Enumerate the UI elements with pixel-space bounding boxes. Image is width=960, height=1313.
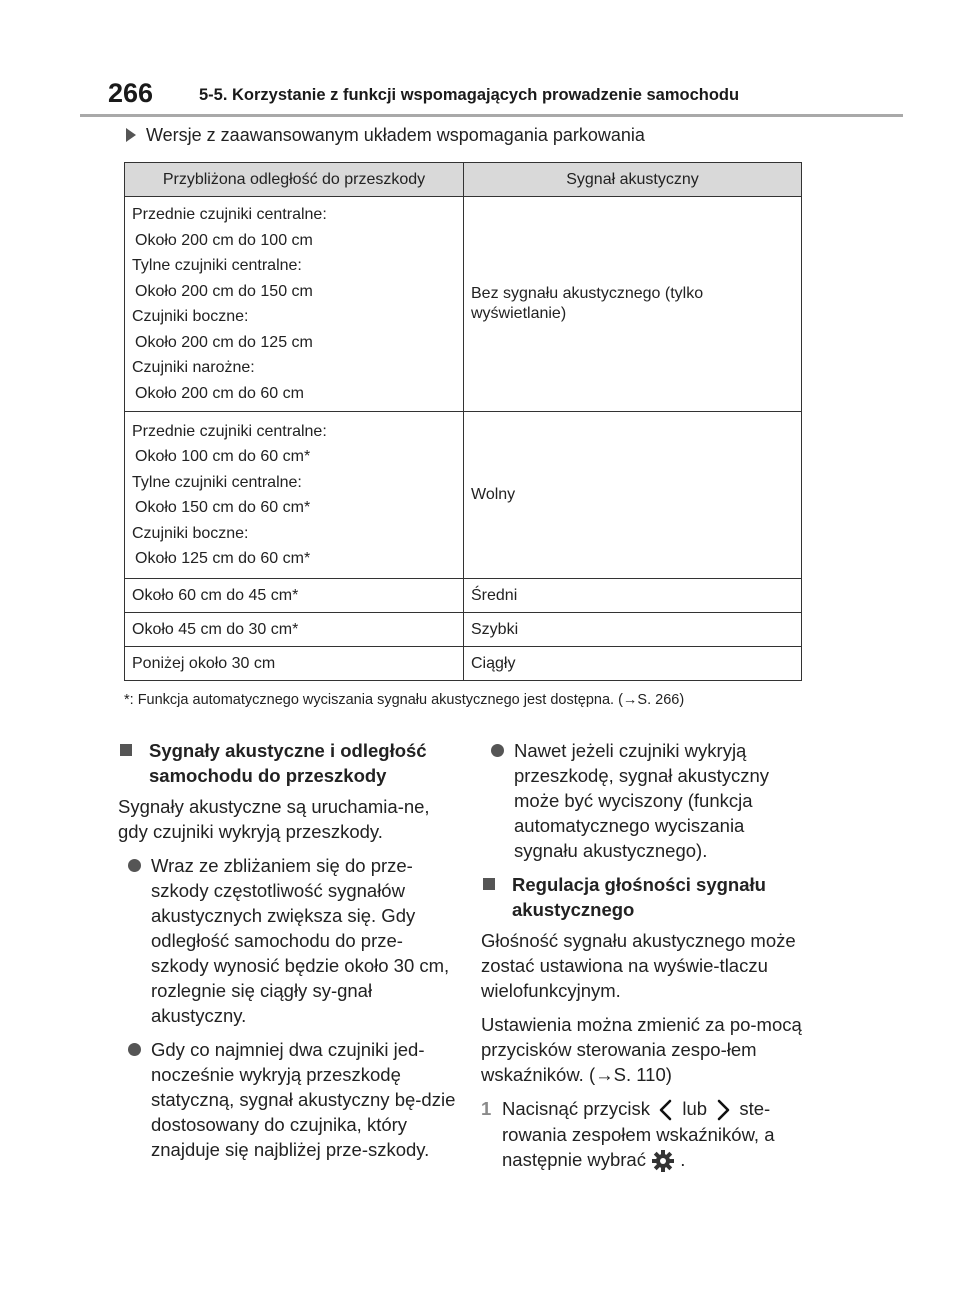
column-header-distance: Przybliżona odległość do przeszkody [125,163,464,197]
chevron-right-icon [712,1098,734,1122]
table-footnote: *: Funkcja automatycznego wyciszania sygnału akustycznego jest dostępna. (→S. 266) [124,692,685,708]
distance-range: Około 200 cm do 60 cm [135,384,304,402]
right-column [481,738,811,1173]
subheading-text: Wersje z zaawansowanym układem wspomagania parkowania [146,125,645,145]
step-text: ste-rowania zespołem wskaźników, a następnie wybrać [502,1098,775,1171]
distance-range: Około 200 cm do 150 cm [135,282,313,300]
sensor-label: Przednie czujniki centralne: [132,422,327,440]
bullet-item [118,853,458,1028]
bullet-text: Nawet jeżeli czujniki wykryją przeszkodę, sygnał akustyczny może być wyciszony (funkcja automatycznego wyciszania sygnału akustycznego). [514,740,770,861]
bullet-text: Wraz ze zbliżaniem się do prze-szkody częstotliwość sygnałów akustycznych zwiększa się. Gdy odległość samochodu do prze-szkody wynosić będzie około 30 cm, rozlegnie się ciągły sy-gnał akustyczny. [151,855,450,1026]
distance-cell: Około 60 cm do 45 cm* [125,579,464,613]
page-number: 266 [108,78,154,108]
distance-cell: Poniżej około 30 cm [125,647,464,681]
paragraph: Ustawienia można zmienić za po-mocą przycisków sterowania zespo-łem wskaźników. (→S. 110) [481,1014,802,1085]
subheading [126,125,645,146]
table-header-row [125,163,802,197]
distance-range: Około 200 cm do 125 cm [135,333,313,351]
section-heading [481,872,811,922]
distance-range: Około 200 cm do 100 cm [135,231,313,249]
section-title: 5-5. Korzystanie z funkcji wspomagających prowadzenie samochodu [199,86,740,104]
bullet-item [481,738,811,863]
step-number: 1 [481,1098,492,1119]
signal-cell: Ciągły [464,647,802,681]
sensor-label: Czujniki boczne: [132,308,249,325]
distance-cell [125,412,464,579]
section-heading-text: Sygnały akustyczne i odległość samochodu do przeszkody [149,740,427,786]
round-bullet-icon [491,744,504,757]
column-header-signal: Sygnał akustyczny [464,163,802,197]
page-header [80,78,903,114]
gear-icon [651,1149,675,1173]
signal-cell: Szybki [464,613,802,647]
signal-cell [464,197,802,412]
round-bullet-icon [128,1043,141,1056]
sensor-label: Przednie czujniki centralne: [132,206,327,223]
section-heading-text: Regulacja głośności sygnału akustycznego [512,874,766,920]
table-row [125,647,802,681]
signal-cell: Średni [464,579,802,613]
triangle-bullet-icon [126,128,136,142]
chevron-left-icon [655,1098,677,1122]
table-row [125,579,802,613]
step-text: Nacisnąć przycisk [502,1098,651,1119]
step-item [481,1096,811,1173]
square-bullet-icon [120,744,132,756]
signal-text: Bez sygnału akustycznego (tylko [471,285,704,302]
square-bullet-icon [483,878,495,890]
sensor-label: Czujniki narożne: [132,359,255,376]
paragraph: Sygnały akustyczne są uruchamia-ne, gdy czujniki wykryją przeszkody. [118,796,430,842]
round-bullet-icon [128,859,141,872]
distance-range: Około 100 cm do 60 cm* [135,448,311,465]
table-row [125,197,802,412]
table-row [125,412,802,579]
sensor-label: Tylne czujniki centralne: [132,257,302,274]
paragraph: Głośność sygnału akustycznego może zostać ustawiona na wyświe-tlaczu wielofunkcyjnym. [481,930,796,1001]
step-text: lub [682,1098,708,1119]
distance-range: Około 150 cm do 60 cm* [135,499,311,516]
header-rule [80,114,903,117]
distance-signal-table [124,162,802,681]
distance-cell [125,197,464,412]
signal-text: wyświetlanie) [471,305,567,322]
bullet-item [118,1037,458,1162]
distance-range: Około 125 cm do 60 cm* [135,550,311,567]
step-text: . [680,1149,686,1171]
signal-cell: Wolny [464,412,802,579]
bullet-text: Gdy co najmniej dwa czujniki jed-nocześnie wykryją przeszkodę statyczną, sygnał akustyczny bę-dzie dostosowany do czujnika, który znajduje się najbliżej prze-szkody. [151,1039,456,1160]
distance-cell: Około 45 cm do 30 cm* [125,613,464,647]
section-heading [118,738,458,788]
left-column [118,738,458,1171]
sensor-label: Tylne czujniki centralne: [132,473,302,491]
table-row [125,613,802,647]
sensor-label: Czujniki boczne: [132,524,249,542]
